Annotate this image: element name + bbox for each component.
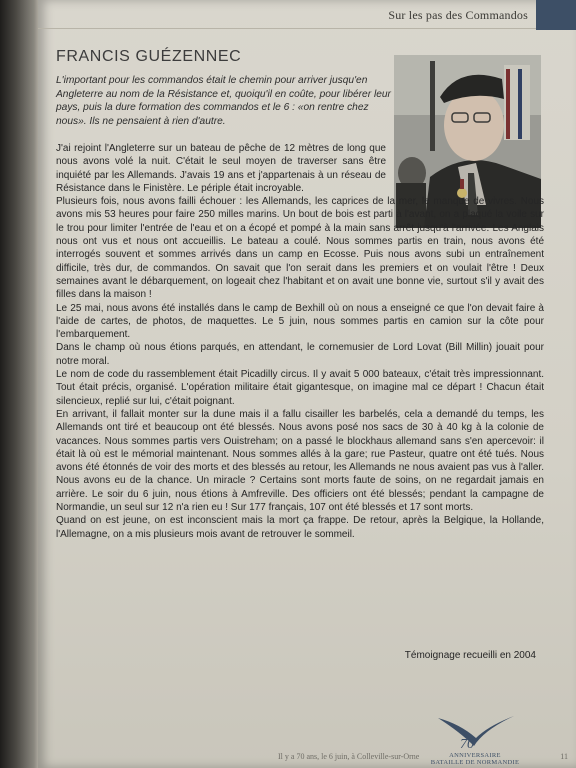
paragraph: Plusieurs fois, nous avons failli échouer : les Allemands, les caprices de la mer, le manque de vivres. Nous avons mis 53 heures pour faire 250 milles marins. Un bout de bois est parti à l'avant, on a plaqué la voile sur le trou pour limiter l'entrée de l'eau et on a écopé et pompé à la main sans arrêt jusqu'à l'arrivée. Les Anglais nous ont vus et nous ont accueillis. Le bateau a coulé. Nous sommes partis en train, nous avons été interrogés souvent et sommes arrivés dans un camp en Ecosse. Puis nous avons subi un entraînement difficile, très dur, de commandos. On savait que l'on serait dans les premiers et on voulait l'être ! Deux semaines avant le débarquement, on logeait chez l'habitant et on avait une bonne vie, surtout s'il y avait des filles dans la maison !: [56, 196, 544, 301]
header-bar: [38, 0, 576, 29]
binding-edge: [0, 0, 40, 768]
logo-line-1: ANNIVERSAIRE: [449, 752, 501, 759]
bird-logo-icon: [430, 712, 520, 752]
logo-number: 70: [460, 737, 474, 752]
anniversary-logo: [430, 712, 520, 764]
paragraph: Dans le champ où nous étions parqués, en attendant, le cornemusier de Lord Lovat (Bill Millin) jouait pour notre moral.: [56, 342, 544, 367]
paragraph: J'ai rejoint l'Angleterre sur un bateau de pêche de 12 mètres de long que nous avons volé la nuit. C'était le seul moyen de traverser sans être inquiété par les Allemands. J'avais 19 ans et j'appartenais à un réseau de Résistance dans le Finistère. Le périple était incroyable.: [56, 143, 386, 194]
paragraph: Quand on est jeune, on est inconscient mais la mort ça frappe. De retour, après la Belgique, la Hollande, l'Allemagne, on a mis plusieurs mois avant de retrouver le sommeil.: [56, 515, 544, 540]
paragraph: En arrivant, il fallait monter sur la dune mais il a fallu cisailler les barbelés, cela a demandé du temps, les Allemands ont tiré et beaucoup ont été blessés. Nous avons posé nos sacs de 30 à 40 kg à la colonie de vacances. Nous sommes partis vers Ouistreham; on a passé le blockhaus allemand sans s'en apercevoir: il était là où est le mémorial maintenant. Nous sommes allés à la gare; rue Pasteur, quatre ont été tués. Nous avons été étonnés de voir des morts et des blessés au retour, les Allemands ne nous avaient pas vus à l'aller. Nous avons eu de la chance. Un miracle ? Certains sont morts faute de soins, on ne regardait jamais en arrière. Le soir du 6 juin, nous étions à Amfreville. Des officiers ont été blessés; pendant la campagne de Normandie, un seul sur 12 n'a rien eu ! Sur 177 français, 107 ont été blessés et 17 sont morts.: [56, 408, 544, 514]
testimony-signature: Témoignage recueilli en 2004: [404, 650, 536, 661]
article-title: FRANCIS GUÉZENNEC: [56, 48, 242, 65]
article-body: [56, 142, 544, 541]
header-color-tab: [536, 0, 576, 30]
logo-line-2: BATAILLE DE NORMANDIE: [430, 759, 520, 766]
footer-caption: Il y a 70 ans, le 6 juin, à Colleville-sur-Orne: [278, 752, 420, 761]
page: [38, 0, 576, 768]
paragraph: Le nom de code du rassemblement était Picadilly circus. Il y avait 5 000 bateaux, c'était très impressionnant. Tout était précis, organisé. L'opération militaire était gigantesque, on imagine mal ce départ ! Chacun était silencieux, replié sur lui, c'était poignant.: [56, 369, 544, 407]
paragraph: Le 25 mai, nous avons été installés dans le camp de Bexhill où on nous a enseigné ce que l'on devait faire à l'aide de cartes, de photos, de maquettes. Le 5 juin, nous sommes partis en camion sur la côte pour l'embarquement.: [56, 302, 544, 341]
page-number: 11: [560, 752, 568, 761]
logo-text: [430, 752, 520, 766]
section-title: Sur les pas des Commandos: [388, 8, 528, 22]
article-intro: L'important pour les commandos était le chemin pour arriver jusqu'en Angleterre au nom de la Résistance et, quoiqu'il en coûte, pour libérer leur pays, puis la dure formation des commandos et le 6 : «on rentre chez nous». Ils ne pensaient à rien d'autre.: [56, 75, 391, 127]
